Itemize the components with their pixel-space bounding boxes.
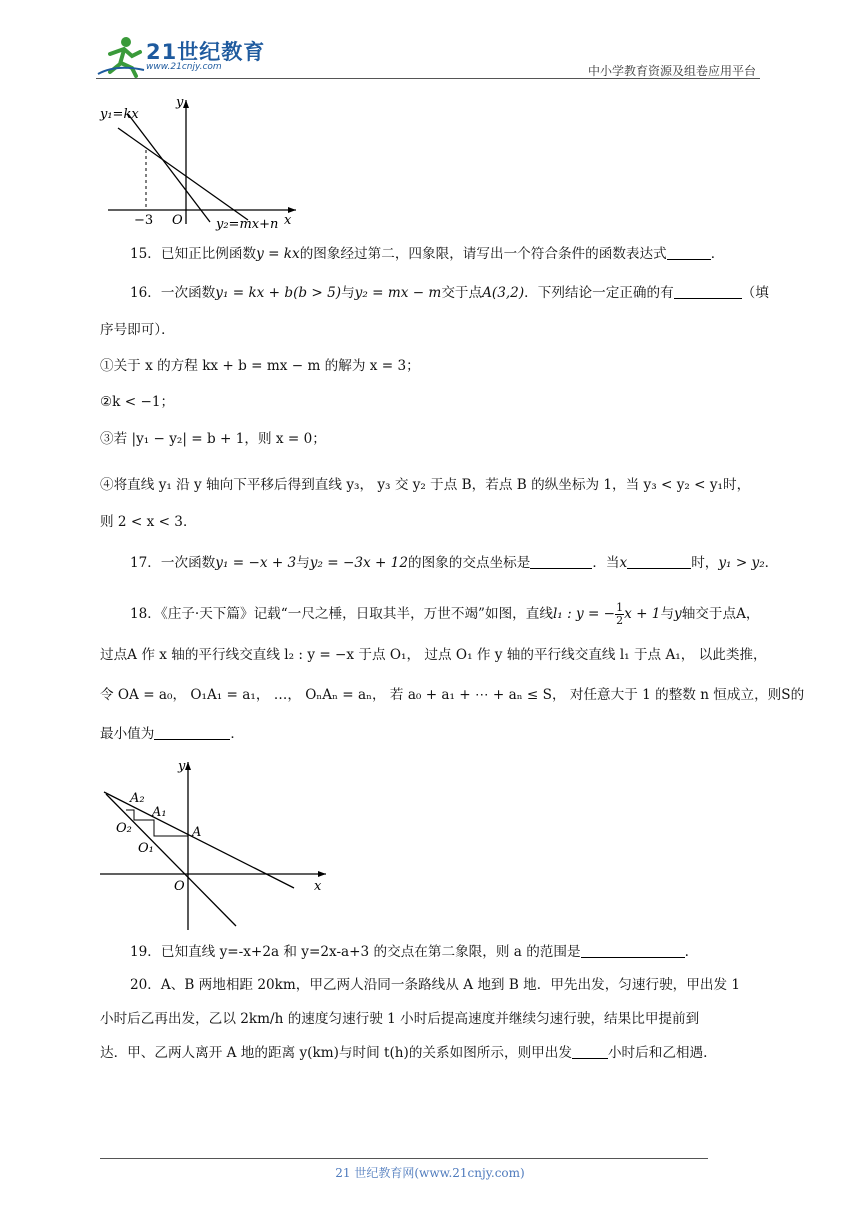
q18-answer-blank[interactable] bbox=[154, 725, 230, 740]
q18-text-d: 轴交于点A， bbox=[681, 606, 760, 622]
question-15 bbox=[130, 244, 724, 264]
axis-x-label: x bbox=[284, 213, 292, 228]
q15-number: 15． bbox=[130, 246, 161, 262]
q17-text-b: 与 bbox=[296, 555, 310, 571]
q19-end: . bbox=[684, 944, 689, 960]
q18-line2: 过点A 作 x 轴的平行线交直线 l₂ : y = −x 于点 O₁， 过点 O₁ 作 y 轴的平行线交直线 l₁ 于点 A₁， 以此类推， bbox=[100, 647, 767, 663]
q17-var: x bbox=[619, 555, 628, 571]
axis-y-label: y bbox=[178, 759, 186, 774]
q17-text-e: 时， bbox=[691, 555, 719, 571]
q18-text-c: y bbox=[674, 606, 682, 622]
q16-text-c: 交于点 bbox=[441, 285, 483, 301]
q17-expr2: y₂ = −3x + 12 bbox=[309, 555, 408, 571]
logo-url: www.21cnjy.com bbox=[146, 62, 222, 72]
line-y1 bbox=[118, 128, 248, 220]
q16-line2: 序号即可）． bbox=[100, 322, 175, 338]
q19-number: 19． bbox=[130, 944, 161, 960]
q16-text-b: 与 bbox=[341, 285, 355, 301]
page-header bbox=[96, 34, 760, 80]
logo-text: 21世纪教育 bbox=[146, 40, 266, 64]
q20-line1: A、B 两地相距 20km，甲乙两人沿同一条路线从 A 地到 B 地．甲先出发，匀速行驶，甲出发 1 bbox=[160, 977, 741, 993]
axis-x-label: x bbox=[314, 879, 322, 894]
header-divider bbox=[96, 78, 760, 79]
question-19 bbox=[130, 942, 689, 962]
point-A-label: A bbox=[192, 825, 202, 840]
q20-line2: 小时后乙再出发，乙以 2km/h 的速度匀速行驶 1 小时后提高速度并继续匀速行驶，结果比甲提前到 bbox=[100, 1011, 700, 1027]
q16-expr2: y₂ = mx − m bbox=[354, 285, 442, 301]
q17-text-a: 一次函数 bbox=[160, 555, 216, 571]
y-axis-arrow bbox=[185, 762, 191, 770]
q17-expr3: y₁ > y₂ bbox=[718, 555, 765, 571]
q17-number: 17． bbox=[130, 555, 161, 571]
q16-option-3: ③若 |y₁ − y₂| = b + 1，则 x = 0； bbox=[100, 431, 326, 447]
axis-y-label: y bbox=[176, 95, 184, 110]
origin-label: O bbox=[174, 879, 185, 894]
q15-text-b: 的图象经过第二，四象限，请写出一个符合条件的函数表达式 bbox=[299, 246, 667, 262]
label-y2: y₂=mx+n bbox=[216, 217, 279, 232]
figure-staircase bbox=[96, 758, 332, 934]
question-20 bbox=[130, 975, 740, 995]
q18-text-a: 《庄子·天下篇》记载“一尺之棰，日取其半，万世不竭”如图，直线 bbox=[160, 606, 553, 622]
q20-line3b: 小时后和乙相遇. bbox=[607, 1045, 708, 1061]
q20-answer-blank[interactable] bbox=[572, 1044, 608, 1059]
question-18 bbox=[130, 600, 760, 628]
q15-expr: y = kx bbox=[256, 246, 300, 262]
q18-frac-den: 2 bbox=[616, 614, 624, 627]
q17-text-d: ．当 bbox=[592, 555, 620, 571]
q20-number: 20． bbox=[130, 977, 161, 993]
q16-option-1: ①关于 x 的方程 kx + b = mx − m 的解为 x = 3； bbox=[100, 358, 420, 374]
q17-end: ． bbox=[764, 555, 779, 571]
x-axis-arrow bbox=[318, 871, 326, 877]
q15-end: ． bbox=[710, 246, 725, 262]
page-footer[interactable]: 21 世纪教育网(www.21cnjy.com) bbox=[335, 1166, 525, 1180]
q17-text-c: 的图象的交点坐标是 bbox=[407, 555, 531, 571]
q19-answer-blank[interactable] bbox=[581, 943, 685, 958]
q16-text-a: 一次函数 bbox=[160, 285, 216, 301]
q16-answer-blank[interactable] bbox=[674, 284, 742, 299]
q18-number: 18． bbox=[130, 606, 161, 622]
question-16 bbox=[130, 283, 769, 303]
q16-number: 16． bbox=[130, 285, 161, 301]
q18-line4-text: 最小值为 bbox=[100, 726, 155, 742]
q20-line3 bbox=[100, 1043, 707, 1063]
origin-label: O bbox=[172, 213, 183, 228]
q16-point: A(3,2) bbox=[482, 285, 525, 301]
q18-line3: 令 OA = a₀， O₁A₁ = a₁， …， OₙAₙ = aₙ， 若 a₀ + a₁ + ⋯ + aₙ ≤ S， 对任意大于 1 的整数 n 恒成立，则S的 bbox=[100, 687, 805, 703]
point-A2-label: A₂ bbox=[130, 791, 145, 806]
q18-line4 bbox=[100, 724, 244, 744]
q18-frac-num: 1 bbox=[616, 601, 624, 614]
line-l2 bbox=[106, 794, 236, 926]
q18-fraction bbox=[615, 602, 624, 627]
y-axis-arrow bbox=[183, 100, 189, 108]
q17-expr1: y₁ = −x + 3 bbox=[215, 555, 297, 571]
q18-expr-l1b: x + 1 bbox=[624, 606, 661, 622]
q18-end: ． bbox=[230, 726, 244, 742]
point-O1-label: O₁ bbox=[138, 841, 154, 856]
q17-answer-blank-2[interactable] bbox=[627, 554, 691, 569]
platform-title: 中小学教育资源及组卷应用平台 bbox=[587, 64, 756, 78]
q16-option-2: ②k < −1； bbox=[100, 394, 175, 410]
point-O2-label: O₂ bbox=[116, 821, 132, 836]
q19-text: 已知直线 y=-x+2a 和 y=2x-a+3 的交点在第二象限，则 a 的范围是 bbox=[160, 944, 581, 960]
q15-answer-blank[interactable] bbox=[667, 245, 711, 260]
q16-text-e: （填 bbox=[741, 285, 769, 301]
q16-option-4b: 则 2 < x < 3． bbox=[100, 514, 197, 530]
runner-logo-icon bbox=[96, 34, 146, 78]
q17-answer-blank-1[interactable] bbox=[530, 554, 592, 569]
line-y2 bbox=[128, 114, 210, 222]
tick-label: −3 bbox=[134, 213, 154, 228]
q18-expr-l1: l₁ : y = − bbox=[552, 606, 616, 622]
figure-linear-functions bbox=[98, 92, 308, 232]
q16-text-d: ．下列结论一定正确的有 bbox=[524, 285, 674, 301]
point-A1-label: A₁ bbox=[152, 805, 167, 820]
q16-expr1: y₁ = kx + b(b > 5) bbox=[215, 285, 342, 301]
q16-option-4: ④将直线 y₁ 沿 y 轴向下平移后得到直线 y₃， y₃ 交 y₂ 于点 B，若点 B 的纵坐标为 1，当 y₃ < y₂ < y₁时， bbox=[100, 477, 751, 493]
label-y1: y₁=kx bbox=[100, 107, 139, 122]
q15-text-a: 已知正比例函数 bbox=[160, 246, 257, 262]
q18-text-b: 与 bbox=[660, 606, 675, 622]
question-17 bbox=[130, 553, 778, 573]
q20-line3a: 达．甲、乙两人离开 A 地的距离 y(km)与时间 t(h)的关系如图所示，则甲出发 bbox=[100, 1045, 572, 1061]
footer-divider bbox=[100, 1158, 708, 1159]
site-logo[interactable] bbox=[96, 34, 266, 78]
